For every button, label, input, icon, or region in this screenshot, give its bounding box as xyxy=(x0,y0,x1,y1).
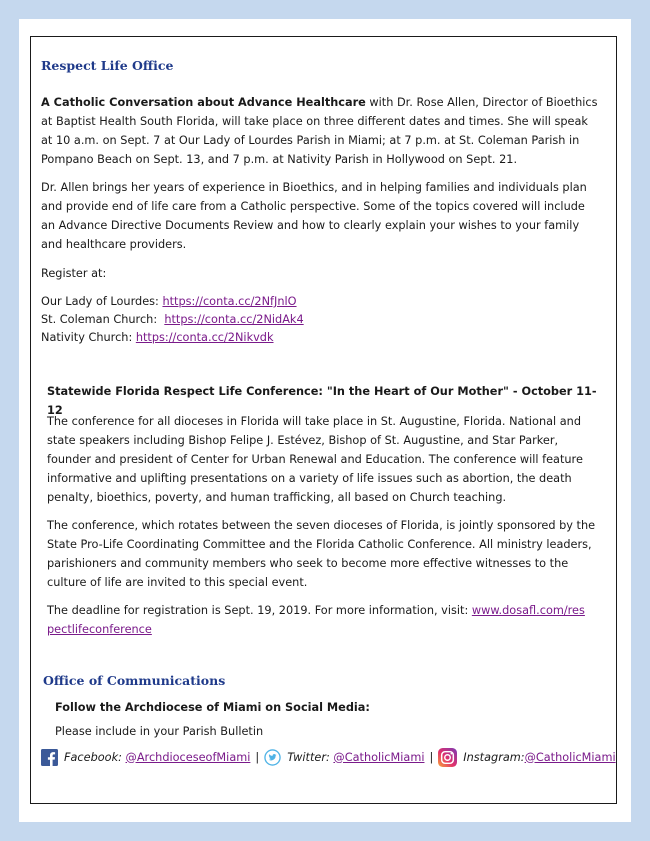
register-links xyxy=(41,293,601,347)
event-details: with Dr. Rose Allen, Director of Bioethics at Baptist Health South Florida, will take place on three different dates and times. She will speak at 10 a.m. on Sept. 7 at Our Lady of Lourdes Parish in Miami; at 7 p.m. at St. Coleman Parish in Pompano Beach on Sept. 13, and 7 p.m. at Nativity Parish in Hollywood on Sept. 21. xyxy=(41,96,598,166)
link-label: Nativity Church: xyxy=(41,331,136,344)
twitter-link[interactable]: @CatholicMiami xyxy=(333,750,425,764)
instagram-icon xyxy=(438,748,457,767)
link-row-coleman xyxy=(41,311,601,329)
link-row-lourdes xyxy=(41,293,601,311)
register-label: Register at: xyxy=(41,267,107,280)
respect-life-heading: Respect Life Office xyxy=(41,58,174,73)
paragraph-conference: The conference for all dioceses in Florida will take place in St. Augustine, Florida. National and state speakers including Bishop Felipe J. Estévez, Bishop of St. Augustine, and Star Parker, founder and president of Center for Urban Renewal and Education. The conference will feature informative and uplifting presentations on a variety of life issues such as abortion, the death penalty, bioethics, poverty, and human trafficking, all based on Church teaching. xyxy=(47,415,583,504)
twitter-label: Twitter: xyxy=(287,750,330,764)
social-links xyxy=(41,748,616,767)
conference-heading: Statewide Florida Respect Life Conference: "In the Heart of Our Mother" - October 11-12 xyxy=(47,385,597,417)
instagram-label: Instagram: xyxy=(463,750,525,764)
event-title: A Catholic Conversation about Advance Healthcare xyxy=(41,96,366,109)
instagram-link[interactable]: @CatholicMiami xyxy=(524,750,616,764)
link-label: St. Coleman Church: xyxy=(41,313,165,326)
bulletin-note: Please include in your Parish Bulletin xyxy=(55,725,264,738)
paragraph-sponsors: The conference, which rotates between the seven dioceses of Florida, is jointly sponsored by the State Pro-Life Coordinating Committee and the Florida Catholic Conference. All ministry leaders, parishioners and community members who seek to become more effective witnesses to the culture of life are invited to this special event. xyxy=(47,519,596,589)
link-label: Our Lady of Lourdes: xyxy=(41,295,163,308)
paragraph-dr-allen: Dr. Allen brings her years of experience in Bioethics, and in helping families and individuals plan and provide end of life care from a Catholic perspective. Some of the topics covered will include an Advance Directive Documents Review and how to clearly explain your wishes to your family and healthcare providers. xyxy=(41,181,587,251)
deadline-text: The deadline for registration is Sept. 19, 2019. For more information, visit: xyxy=(47,604,472,617)
conference-link[interactable]: www.dosafl.com/respectlifeconference xyxy=(47,604,585,636)
coleman-link[interactable]: https://conta.cc/2NidAk4 xyxy=(164,313,304,326)
facebook-link[interactable]: @ArchdioceseofMiami xyxy=(125,750,251,764)
facebook-icon xyxy=(41,749,58,766)
lourdes-link[interactable]: https://conta.cc/2NfJnlO xyxy=(162,295,297,308)
link-row-nativity xyxy=(41,329,601,347)
separator: | xyxy=(255,750,260,764)
nativity-link[interactable]: https://conta.cc/2Nikvdk xyxy=(135,331,274,344)
twitter-icon xyxy=(264,749,281,766)
paragraph-advance-healthcare xyxy=(41,93,601,169)
communications-heading: Office of Communications xyxy=(43,673,226,688)
follow-label: Follow the Archdiocese of Miami on Social Media: xyxy=(55,701,370,714)
facebook-label: Facebook: xyxy=(64,750,122,764)
paragraph-deadline xyxy=(47,601,587,639)
separator: | xyxy=(429,750,434,764)
